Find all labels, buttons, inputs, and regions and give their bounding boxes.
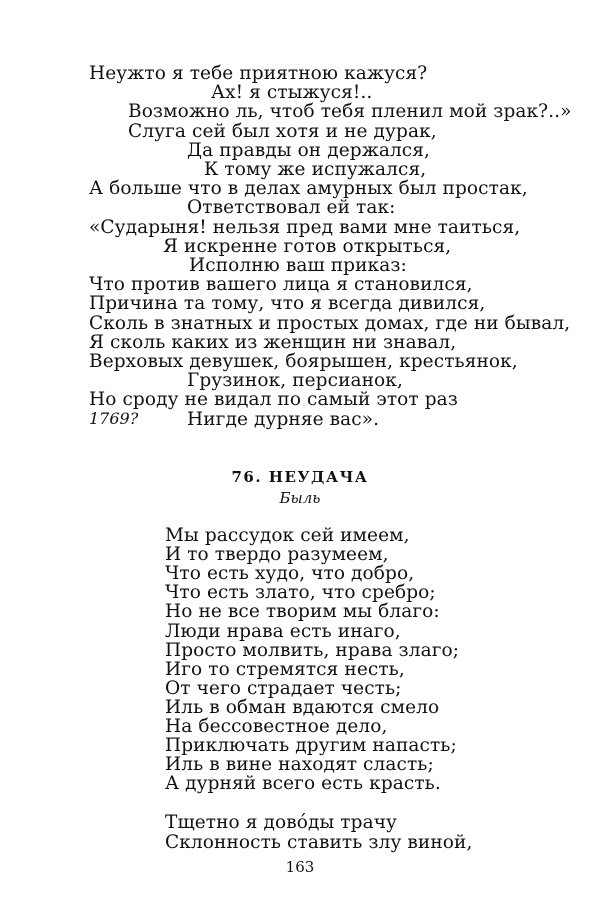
poem-title: 76. НЕУДАЧА bbox=[231, 468, 369, 486]
verse-line: Что есть худо, что добро, bbox=[165, 563, 415, 585]
poem-date: 1769? bbox=[89, 409, 139, 428]
verse-line: Мы рассудок сей имеем, bbox=[165, 525, 410, 546]
verse-line: Иго то стремятся несть, bbox=[165, 658, 405, 680]
verse-line: Причина та тому, что я всегда дивился, bbox=[89, 293, 486, 315]
verse-line: Ах! я стыжуся!.. bbox=[211, 82, 373, 104]
verse-line: Верховых девушек, боярышен, крестьянок, bbox=[89, 351, 518, 372]
verse-line: Иль в вине находят сласть; bbox=[165, 754, 434, 776]
verse-line: А больше что в делах амурных был простак, bbox=[89, 178, 528, 200]
verse-line: Я сколь каких из женщин ни знавал, bbox=[89, 331, 457, 353]
verse-line: А дурняй всего есть красть. bbox=[165, 773, 441, 795]
verse-line: Приключать другим напасть; bbox=[165, 735, 457, 757]
verse-line: «Сударыня! нельзя пред вами мне таиться, bbox=[89, 216, 521, 238]
verse-line: Сколь в знатных и простых домах, где ни бывал, bbox=[89, 312, 571, 334]
verse-line: И то твердо разумеем, bbox=[165, 544, 389, 566]
page-number: 163 bbox=[285, 858, 315, 876]
verse-line: Нигде дурняе вас». bbox=[187, 408, 380, 430]
verse-line: От чего страдает честь; bbox=[165, 677, 402, 699]
verse-line: Просто молвить, нрава злаго; bbox=[165, 639, 460, 661]
verse-line: Люди нрава есть инаго, bbox=[165, 620, 401, 642]
verse-line: На бессовестное дело, bbox=[165, 716, 388, 737]
verse-line: Исполню ваш приказ: bbox=[189, 255, 407, 276]
verse-line: Возможно ль, чтоб тебя пленил мой зрак?..» bbox=[128, 101, 572, 123]
verse-line: Но не все творим мы благо: bbox=[165, 601, 440, 623]
verse-line: Ответствовал ей так: bbox=[187, 197, 396, 219]
verse-line: Что есть злато, что сребро; bbox=[165, 582, 436, 604]
verse-line: Тщетно я довóды трачу bbox=[165, 812, 398, 834]
verse-line: Неужто я тебе приятною кажуся? bbox=[89, 63, 428, 84]
verse-line: Склонность ставить злу виной, bbox=[165, 831, 473, 853]
verse-line: Грузинок, персианок, bbox=[187, 370, 403, 392]
verse-line: Но сроду не видал по самый этот раз bbox=[89, 389, 458, 411]
verse-line: Я искренне готов открыться, bbox=[163, 235, 452, 257]
verse-line: Да правды он держался, bbox=[187, 139, 431, 161]
verse-line: Иль в обман вдаются смело bbox=[165, 696, 440, 718]
poem-subtitle: Быль bbox=[279, 489, 321, 507]
verse-line: Слуга сей был хотя и не дурак, bbox=[128, 120, 437, 142]
verse-line: Что против вашего лица я становился, bbox=[89, 274, 473, 296]
verse-line: К тому же испужался, bbox=[204, 159, 427, 180]
